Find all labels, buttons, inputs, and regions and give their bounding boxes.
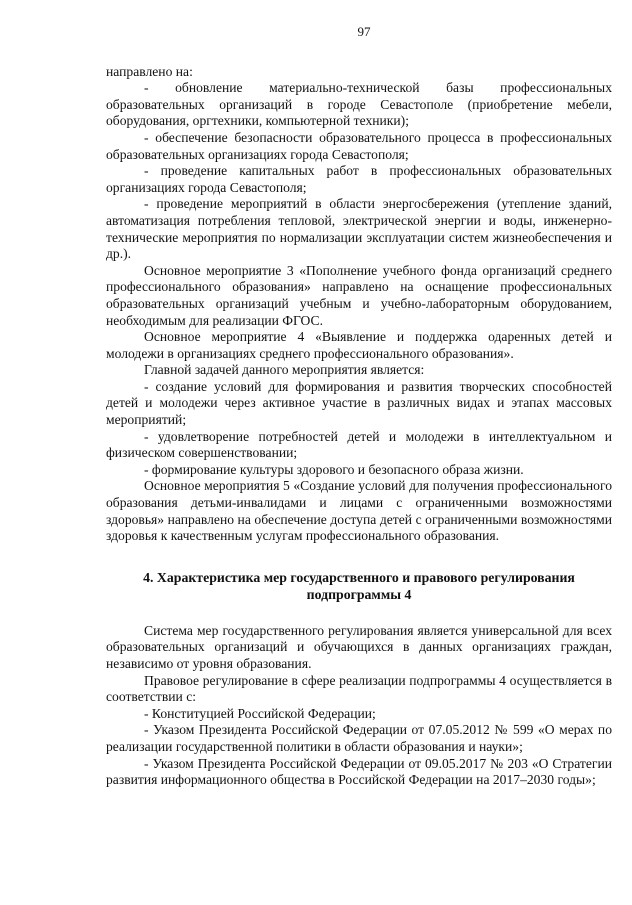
- paragraph: Система мер государственного регулирования является универсальной для всех образовательных организаций и обучающихся в данных организациях граждан, независимо от уровня образования.: [106, 622, 612, 671]
- section-body-part1: [106, 64, 612, 545]
- paragraph: Правовое регулирование в сфере реализации подпрограммы 4 осуществляется в соответствии с:: [106, 672, 612, 705]
- paragraph: Основное мероприятия 5 «Создание условий для получения профессионального образования детьми-инвалидами и лицами с ограниченными возможностями здоровья» направлено на обеспечение доступа детей с ограниченными возможностями здоровья к качественным услугам профессионального образования.: [106, 478, 612, 544]
- list-item: - обновление материально-технической базы профессиональных образовательных организаций в городе Севастополе (приобретение мебели, оборудования, оргтехники, компьютерной техники);: [106, 80, 612, 129]
- list-item: - формирование культуры здорового и безопасного образа жизни.: [144, 461, 524, 477]
- list-item: - создание условий для формирования и развития творческих способностей детей и молодежи через активное участие в различных видах и этапах массовых мероприятий;: [106, 378, 612, 428]
- section-heading-line1: 4. Характеристика мер государственного и правового регулирования: [143, 569, 575, 585]
- list-item: - Указом Президента Российской Федерации от 09.05.2017 № 203 «О Стратегии развития информационного общества в Российской Федерации на 2017–2030 годы»;: [106, 755, 612, 788]
- paragraph: направлено на:: [106, 63, 193, 79]
- list-item: - удовлетворение потребностей детей и молодежи в интеллектуальном и физическом совершенствовании;: [106, 428, 612, 461]
- paragraph: Основное мероприятие 3 «Пополнение учебного фонда организаций среднего профессионального образования» направлено на оснащение профессиональных образовательных организаций учебным и учебно-лабораторным оборудованием, необходимым для реализации ФГОС.: [106, 262, 612, 328]
- list-item: - проведение капитальных работ в профессиональных образовательных организациях города Севастополя;: [106, 163, 612, 195]
- page-number: 97: [357, 24, 371, 39]
- list-item: - Указом Президента Российской Федерации от 07.05.2012 № 599 «О мерах по реализации государственной политики в области образования и науки»;: [106, 722, 612, 754]
- document-page: [106, 24, 612, 789]
- section-heading: [106, 569, 612, 603]
- list-item: - проведение мероприятий в области энергосбережения (утепление зданий, автоматизация потребления тепловой, электрической энергии и воды, инженерно-технические мероприятия по нормализации эксплуатации систем жизнеобеспечения и др.).: [106, 196, 612, 262]
- section-heading-line2: подпрограммы 4: [306, 586, 412, 602]
- list-item: - обеспечение безопасности образовательного процесса в профессиональных образовательных организациях города Севастополя;: [106, 129, 612, 162]
- section-body-part2: [106, 623, 612, 789]
- list-item: - Конституцией Российской Федерации;: [144, 705, 376, 721]
- paragraph: Главной задачей данного мероприятия является:: [144, 362, 425, 378]
- paragraph: Основное мероприятие 4 «Выявление и поддержка одаренных детей и молодежи в организациях среднего профессионального образования».: [106, 329, 612, 361]
